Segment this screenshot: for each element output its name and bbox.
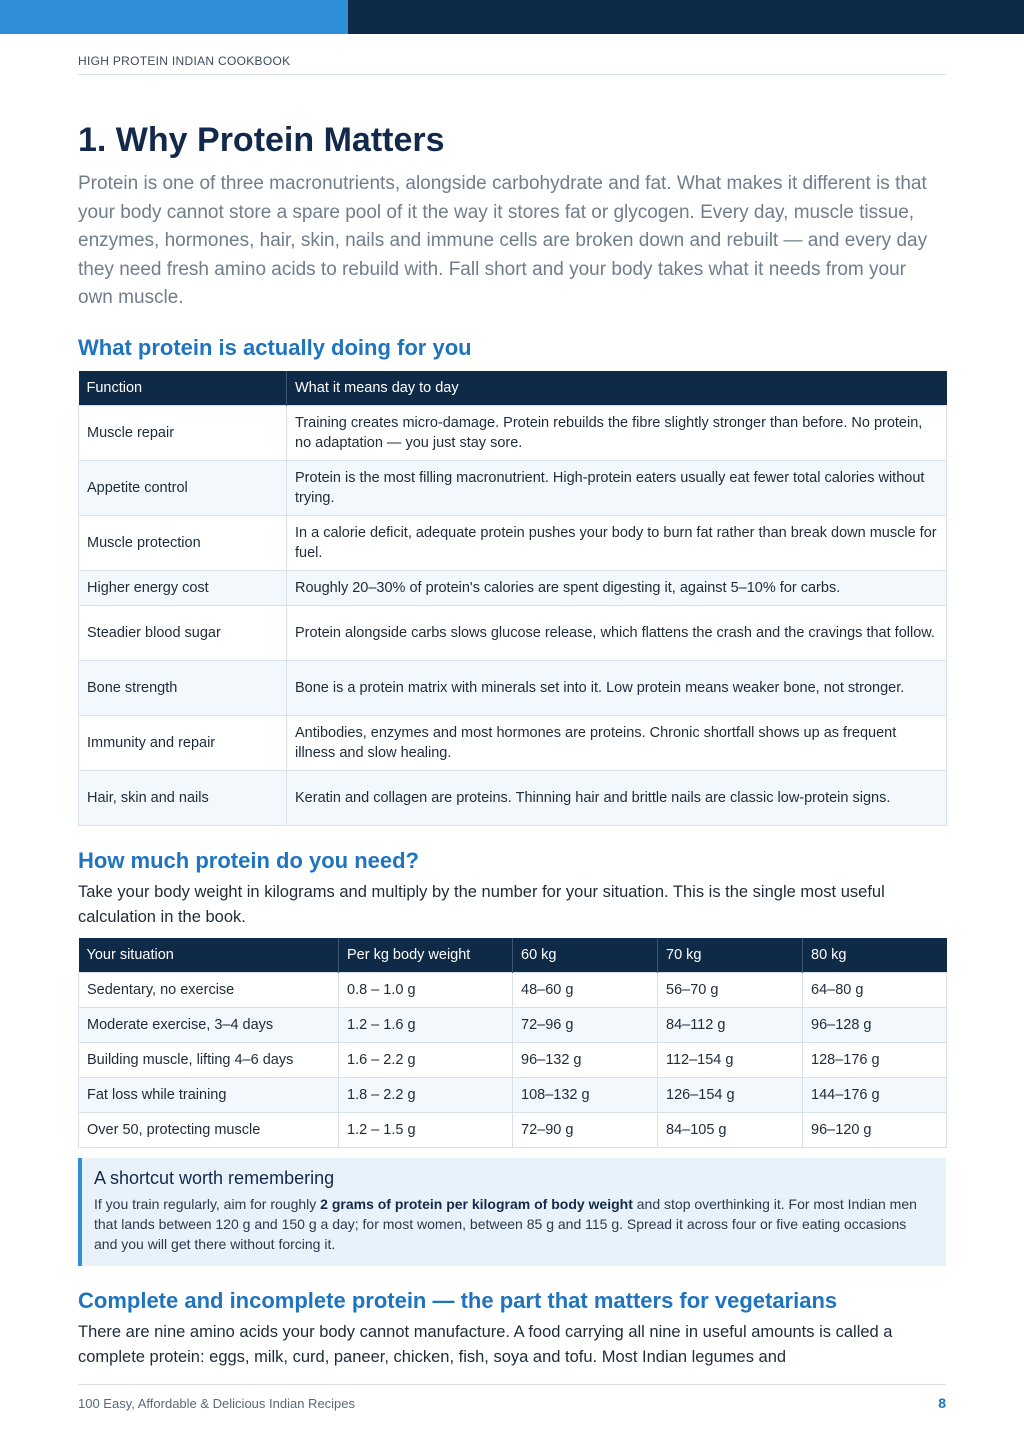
page-footer [78,1384,946,1421]
callout-text-bold: 2 grams of protein per kilogram of body weight [320,1195,633,1212]
meaning-cell: Protein alongside carbs slows glucose release, which flattens the crash and the cravings that follow. [287,605,947,660]
table-row [79,605,947,660]
situation-cell: Sedentary, no exercise [79,972,339,1007]
table-row [79,1077,947,1112]
column-header: Your situation [79,938,339,973]
top-bar-navy-segment [348,0,1024,34]
function-cell: Immunity and repair [79,715,287,770]
weight-70-cell: 112–154 g [658,1042,803,1077]
function-cell: Bone strength [79,660,287,715]
protein-functions-table [78,371,947,826]
protein-needs-table [78,938,947,1148]
table-row [79,515,947,570]
callout-title: A shortcut worth remembering [94,1167,335,1188]
per-kg-cell: 1.2 – 1.6 g [339,1007,513,1042]
function-cell: Muscle protection [79,515,287,570]
footer-book-subtitle: 100 Easy, Affordable & Delicious Indian Recipes [78,1395,356,1411]
table-row [79,460,947,515]
section-heading-complete-protein: Complete and incomplete protein — the part that matters for vegetarians [78,1287,838,1313]
shortcut-callout [78,1158,946,1266]
per-kg-cell: 0.8 – 1.0 g [339,972,513,1007]
column-header: 80 kg [803,938,947,973]
situation-cell: Moderate exercise, 3–4 days [79,1007,339,1042]
weight-70-cell: 126–154 g [658,1077,803,1112]
weight-60-cell: 108–132 g [513,1077,658,1112]
column-header: What it means day to day [287,371,947,406]
meaning-cell: In a calorie deficit, adequate protein pushes your body to burn fat rather than break down muscle for fuel. [287,515,947,570]
chapter-intro: Protein is one of three macronutrients, alongside carbohydrate and fat. What makes it different is that your body cannot store a spare pool of it the way it stores fat or glycogen. Every day, muscle tissue, enzymes, hormones, hair, skin, nails and immune cells are broken down and rebuilt — and every day they need fresh amino acids to rebuild with. Fall short and your body takes what it needs from your own muscle. [78,173,928,308]
situation-cell: Building muscle, lifting 4–6 days [79,1042,339,1077]
weight-70-cell: 84–105 g [658,1112,803,1147]
weight-80-cell: 144–176 g [803,1077,947,1112]
situation-cell: Over 50, protecting muscle [79,1112,339,1147]
function-cell: Higher energy cost [79,570,287,605]
per-kg-cell: 1.2 – 1.5 g [339,1112,513,1147]
chapter-title: 1. Why Protein Matters [78,121,445,159]
callout-text-after: and stop overthinking it. For most Indian men that lands between 120 g and 150 g a day; for most women, between 85 g and 115 g. Spread it across four or five eating occasions and you will get there without forcing it. [94,1195,917,1252]
page-content [78,118,946,1370]
meaning-cell: Protein is the most filling macronutrient. High-protein eaters usually eat fewer total calories without trying. [287,460,947,515]
column-header: Function [79,371,287,406]
function-cell: Appetite control [79,460,287,515]
weight-70-cell: 56–70 g [658,972,803,1007]
column-header: 60 kg [513,938,658,973]
per-kg-cell: 1.8 – 2.2 g [339,1077,513,1112]
table-row [79,1042,947,1077]
weight-80-cell: 64–80 g [803,972,947,1007]
running-header: HIGH PROTEIN INDIAN COOKBOOK [78,54,946,75]
weight-60-cell: 96–132 g [513,1042,658,1077]
weight-60-cell: 72–96 g [513,1007,658,1042]
function-cell: Steadier blood sugar [79,605,287,660]
function-cell: Hair, skin and nails [79,770,287,825]
table-header-row [79,938,947,973]
weight-80-cell: 96–128 g [803,1007,947,1042]
meaning-cell: Keratin and collagen are proteins. Thinning hair and brittle nails are classic low-protein signs. [287,770,947,825]
meaning-cell: Roughly 20–30% of protein's calories are spent digesting it, against 5–10% for carbs. [287,570,947,605]
section-heading-protein-needs: How much protein do you need? [78,847,419,873]
page-number: 8 [938,1395,946,1411]
weight-80-cell: 96–120 g [803,1112,947,1147]
column-header: Per kg body weight [339,938,513,973]
complete-protein-text: There are nine amino acids your body cannot manufacture. A food carrying all nine in useful amounts is called a complete protein: eggs, milk, curd, paneer, chicken, fish, soya and tofu. Most Indian legumes and [78,1322,893,1366]
per-kg-cell: 1.6 – 2.2 g [339,1042,513,1077]
meaning-cell: Bone is a protein matrix with minerals set into it. Low protein means weaker bone, not stronger. [287,660,947,715]
column-header: 70 kg [658,938,803,973]
table-row [79,972,947,1007]
callout-text [94,1194,932,1254]
function-cell: Muscle repair [79,405,287,460]
section-heading-functions: What protein is actually doing for you [78,334,472,360]
weight-80-cell: 128–176 g [803,1042,947,1077]
table-row [79,770,947,825]
protein-needs-intro: Take your body weight in kilograms and multiply by the number for your situation. This is the single most useful calculation in the book. [78,882,885,926]
top-bar-accent-segment [0,0,348,34]
meaning-cell: Antibodies, enzymes and most hormones are proteins. Chronic shortfall shows up as frequent illness and slow healing. [287,715,947,770]
meaning-cell: Training creates micro-damage. Protein rebuilds the fibre slightly stronger than before. No protein, no adaptation — you just stay sore. [287,405,947,460]
table-row [79,1007,947,1042]
table-row [79,715,947,770]
top-color-bar [0,0,1024,34]
table-row [79,660,947,715]
table-row [79,405,947,460]
weight-70-cell: 84–112 g [658,1007,803,1042]
situation-cell: Fat loss while training [79,1077,339,1112]
callout-text-before: If you train regularly, aim for roughly [94,1195,321,1212]
weight-60-cell: 72–90 g [513,1112,658,1147]
table-header-row [79,371,947,406]
weight-60-cell: 48–60 g [513,972,658,1007]
table-row [79,1112,947,1147]
table-row [79,570,947,605]
